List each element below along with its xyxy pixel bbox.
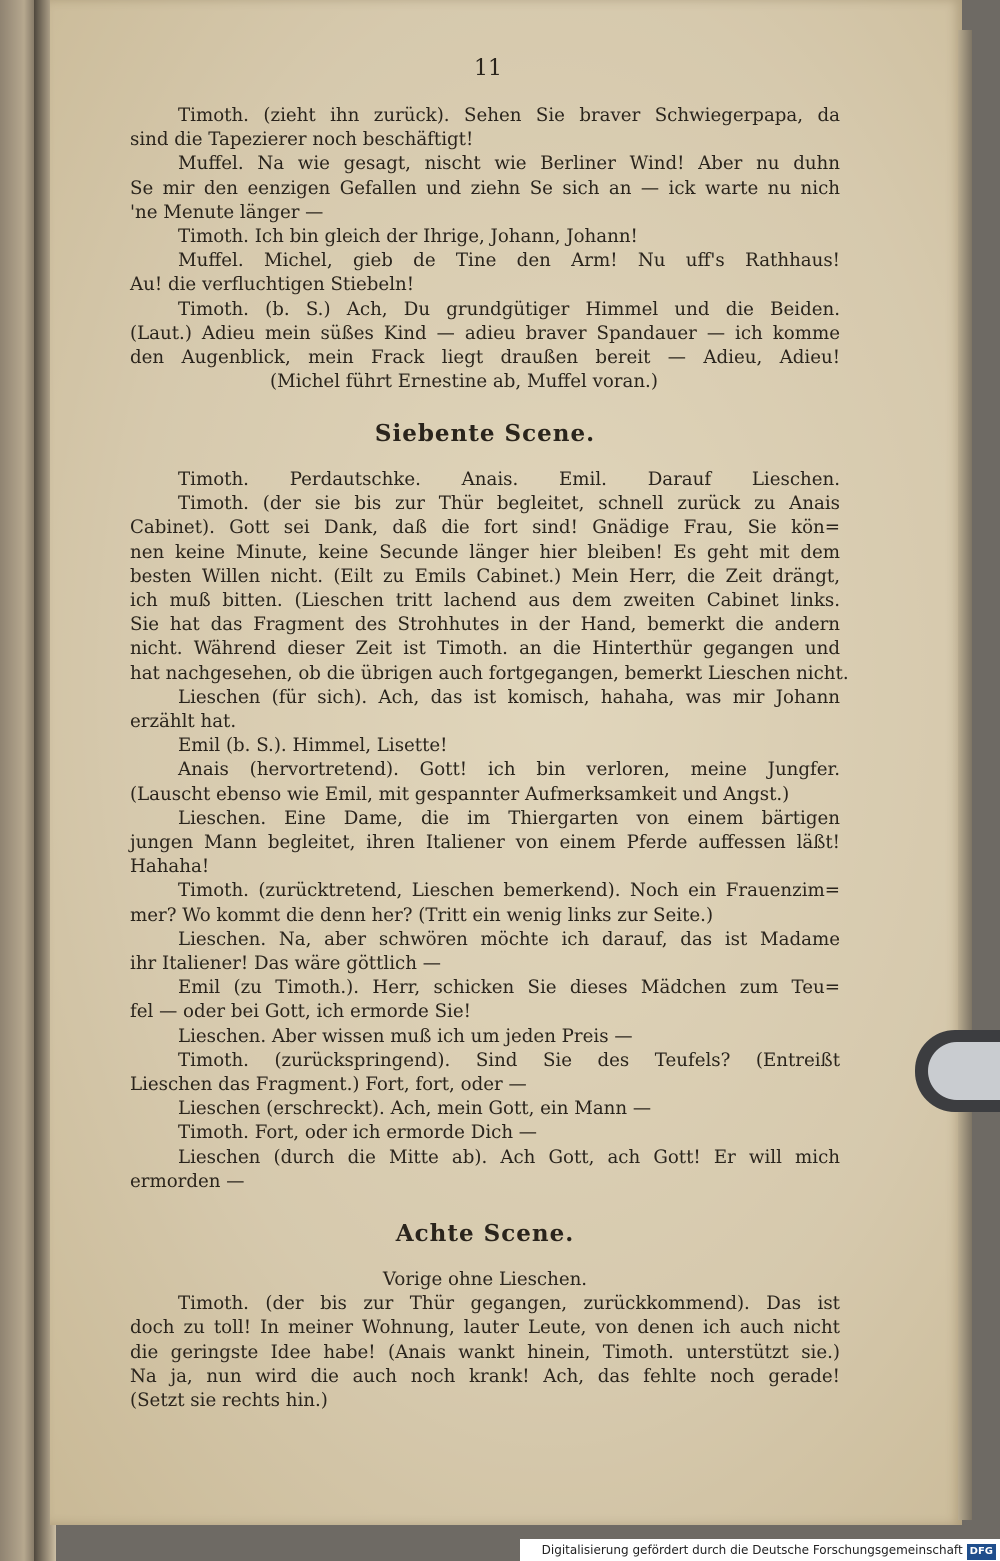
text-line: Anais (hervortretend). Gott! ich bin verloren, meine Jungfer.: [178, 759, 840, 781]
text-line: Lieschen das Fragment.) Fort, fort, oder —: [130, 1074, 527, 1096]
text-line: Timoth. (der sie bis zur Thür begleitet, schnell zurück zu Anais: [178, 493, 840, 515]
scene-heading-8: Achte Scene.: [395, 1220, 575, 1247]
text-line: (Setzt sie rechts hin.): [130, 1390, 328, 1412]
text-line: Muffel. Na wie gesagt, nischt wie Berliner Wind! Aber nu duhn: [178, 153, 840, 175]
text-line: Cabinet). Gott sei Dank, daß die fort sind! Gnädige Frau, Sie kön=: [130, 517, 840, 539]
text-line: Timoth. (der bis zur Thür gegangen, zurückkommend). Das ist: [178, 1293, 840, 1315]
text-line: Timoth. (b. S.) Ach, Du grundgütiger Himmel und die Beiden.: [178, 298, 840, 320]
book-clamp-highlight: [928, 1042, 1000, 1100]
digitization-credit-text: Digitalisierung gefördert durch die Deutsche Forschungsgemeinschaft: [541, 1543, 963, 1557]
scene-heading-7: Siebente Scene.: [374, 420, 596, 447]
text-line: nicht. Während dieser Zeit ist Timoth. an die Hinterthür gegangen und: [130, 638, 840, 660]
text-line: (Laut.) Adieu mein süßes Kind — adieu braver Spandauer — ich komme: [130, 322, 840, 344]
text-line: besten Willen nicht. (Eilt zu Emils Cabinet.) Mein Herr, die Zeit drängt,: [130, 565, 840, 587]
digitization-credit-bar: [520, 1539, 1000, 1561]
text-line: ihr Italiener! Das wäre göttlich —: [130, 953, 441, 975]
text-line: Lieschen. Aber wissen muß ich um jeden Preis —: [178, 1025, 633, 1047]
text-line: Lieschen. Na, aber schwören möchte ich darauf, das ist Madame: [178, 928, 840, 950]
text-line: Vorige ohne Lieschen.: [382, 1269, 588, 1290]
text-line: Se mir den eenzigen Gefallen und ziehn Se sich an — ick warte nu nich: [130, 177, 840, 199]
text-line: den Augenblick, mein Frack liegt draußen bereit — Adieu, Adieu!: [130, 347, 840, 369]
text-line: Sie hat das Fragment des Strohhutes in der Hand, bemerkt die andern: [130, 614, 840, 636]
text-line: Hahaha!: [130, 856, 210, 878]
text-line: hat nachgesehen, ob die übrigen auch fortgegangen, bemerkt Lieschen nicht.: [130, 662, 849, 684]
dfg-logo: DFG: [967, 1544, 996, 1560]
text-line: Lieschen (durch die Mitte ab). Ach Gott, ach Gott! Er will mich: [178, 1146, 840, 1168]
text-line: Timoth. (zieht ihn zurück). Sehen Sie braver Schwiegerpapa, da: [178, 105, 840, 126]
text-line: die geringste Idee habe! (Anais wankt hinein, Timoth. unterstützt sie.): [130, 1341, 840, 1363]
text-line: 'ne Menute länger —: [130, 201, 324, 223]
text-line: Emil (zu Timoth.). Herr, schicken Sie dieses Mädchen zum Teu=: [178, 977, 840, 999]
text-line: Muffel. Michel, gieb de Tine den Arm! Nu uff's Rathhaus!: [178, 250, 840, 272]
page-number: 11: [474, 56, 502, 81]
text-line: doch zu toll! In meiner Wohnung, lauter Leute, von denen ich auch nicht: [130, 1317, 840, 1339]
text-line: Timoth. (zurücktretend, Lieschen bemerkend). Noch ein Frauenzim=: [178, 880, 840, 902]
text-line: Emil (b. S.). Himmel, Lisette!: [178, 735, 448, 757]
text-line: nen keine Minute, keine Secunde länger hier bleiben! Es geht mit dem: [130, 541, 840, 563]
text-block-scene-7: [130, 468, 849, 1194]
text-line: Au! die verfluchtigen Stiebeln!: [130, 274, 415, 296]
text-block-scene-8: [130, 1268, 840, 1413]
text-line: sind die Tapezierer noch beschäftigt!: [130, 129, 474, 151]
text-line: Timoth. Fort, oder ich ermorde Dich —: [178, 1122, 537, 1144]
text-line: ich muß bitten. (Lieschen tritt lachend aus dem zweiten Cabinet links.: [130, 590, 840, 612]
text-line: erzählt hat.: [130, 711, 237, 733]
text-line: Na ja, nun wird die auch noch krank! Ach, das fehlte noch gerade!: [130, 1365, 840, 1387]
text-line: ermorden —: [130, 1170, 245, 1192]
text-line: (Lauscht ebenso wie Emil, mit gespannter Aufmerksamkeit und Angst.): [130, 783, 790, 805]
text-line: Lieschen (für sich). Ach, das ist komisch, hahaha, was mir Johann: [178, 686, 840, 708]
text-line: Lieschen (erschreckt). Ach, mein Gott, ein Mann —: [178, 1098, 652, 1120]
text-line: Timoth. (zurückspringend). Sind Sie des Teufels? (Entreißt: [178, 1049, 840, 1071]
text-line: mer? Wo kommt die denn her? (Tritt ein wenig links zur Seite.): [130, 904, 714, 926]
text-line: Timoth. Ich bin gleich der Ihrige, Johann, Johann!: [178, 226, 638, 248]
text-line: Lieschen. Eine Dame, die im Thiergarten von einem bärtigen: [178, 807, 840, 829]
text-line: jungen Mann begleitet, ihren Italiener von einem Pferde auffessen läßt!: [130, 832, 840, 854]
text-line: Timoth. Perdautschke. Anais. Emil. Darauf Lieschen.: [178, 469, 840, 490]
text-block-scene-6-end: [130, 104, 840, 394]
page-stack-edge: [958, 30, 972, 1520]
text-line: (Michel führt Ernestine ab, Muffel voran.): [270, 371, 658, 393]
text-line: fel — oder bei Gott, ich ermorde Sie!: [130, 1001, 471, 1023]
